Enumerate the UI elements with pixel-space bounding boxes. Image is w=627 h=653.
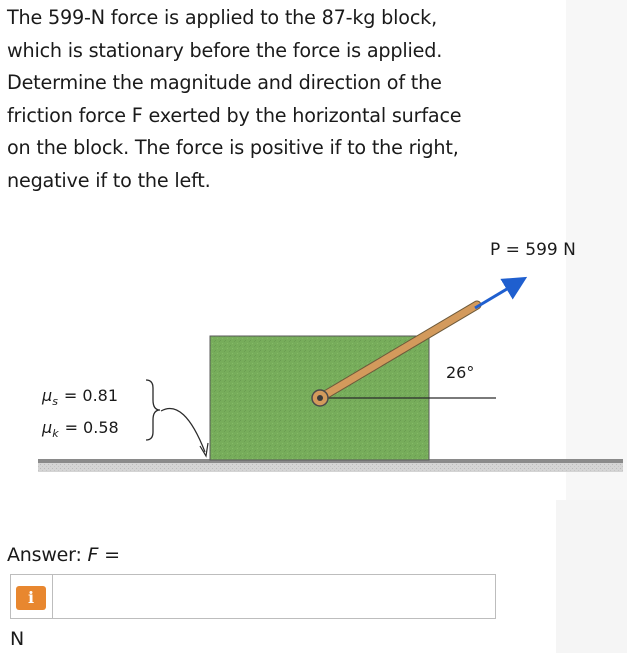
- problem-statement: The 599-N force is applied to the 87-kg block, which is stationary before the force is applied. Determine the magnitude and direction of the friction force F exerted by the horizontal surface on the block. The force is positive if to the right, negative if to the left.: [7, 6, 462, 192]
- static-friction-label: [41, 386, 118, 408]
- mu-k-subscript: k: [52, 427, 59, 440]
- force-label: P = 599 N: [490, 240, 576, 260]
- info-icon: i: [16, 586, 46, 610]
- answer-variable: F: [87, 544, 99, 566]
- kinetic-friction-label: [41, 418, 119, 440]
- side-panel-strip-lower: [556, 500, 627, 653]
- mu-s-symbol: μ: [42, 386, 53, 405]
- mu-k-value: = 0.58: [64, 418, 119, 437]
- coefficient-brace: [146, 380, 160, 440]
- rod-pivot-hole: [317, 395, 323, 401]
- angle-label: 26°: [446, 363, 475, 382]
- block-force-diagram: [0, 225, 627, 480]
- unit-label: N: [10, 628, 25, 650]
- mu-k-symbol: μ: [42, 418, 53, 437]
- answer-equals: =: [98, 544, 120, 566]
- answer-label: [7, 542, 120, 568]
- answer-input[interactable]: [52, 574, 496, 619]
- ground-surface-shade: [38, 462, 623, 472]
- mu-s-subscript: s: [52, 395, 58, 408]
- surface-pointer-line: [161, 408, 205, 452]
- mu-s-value: = 0.81: [63, 386, 119, 405]
- force-arrow: [475, 280, 522, 308]
- info-button[interactable]: [10, 574, 52, 619]
- answer-label-prefix: Answer:: [7, 544, 88, 566]
